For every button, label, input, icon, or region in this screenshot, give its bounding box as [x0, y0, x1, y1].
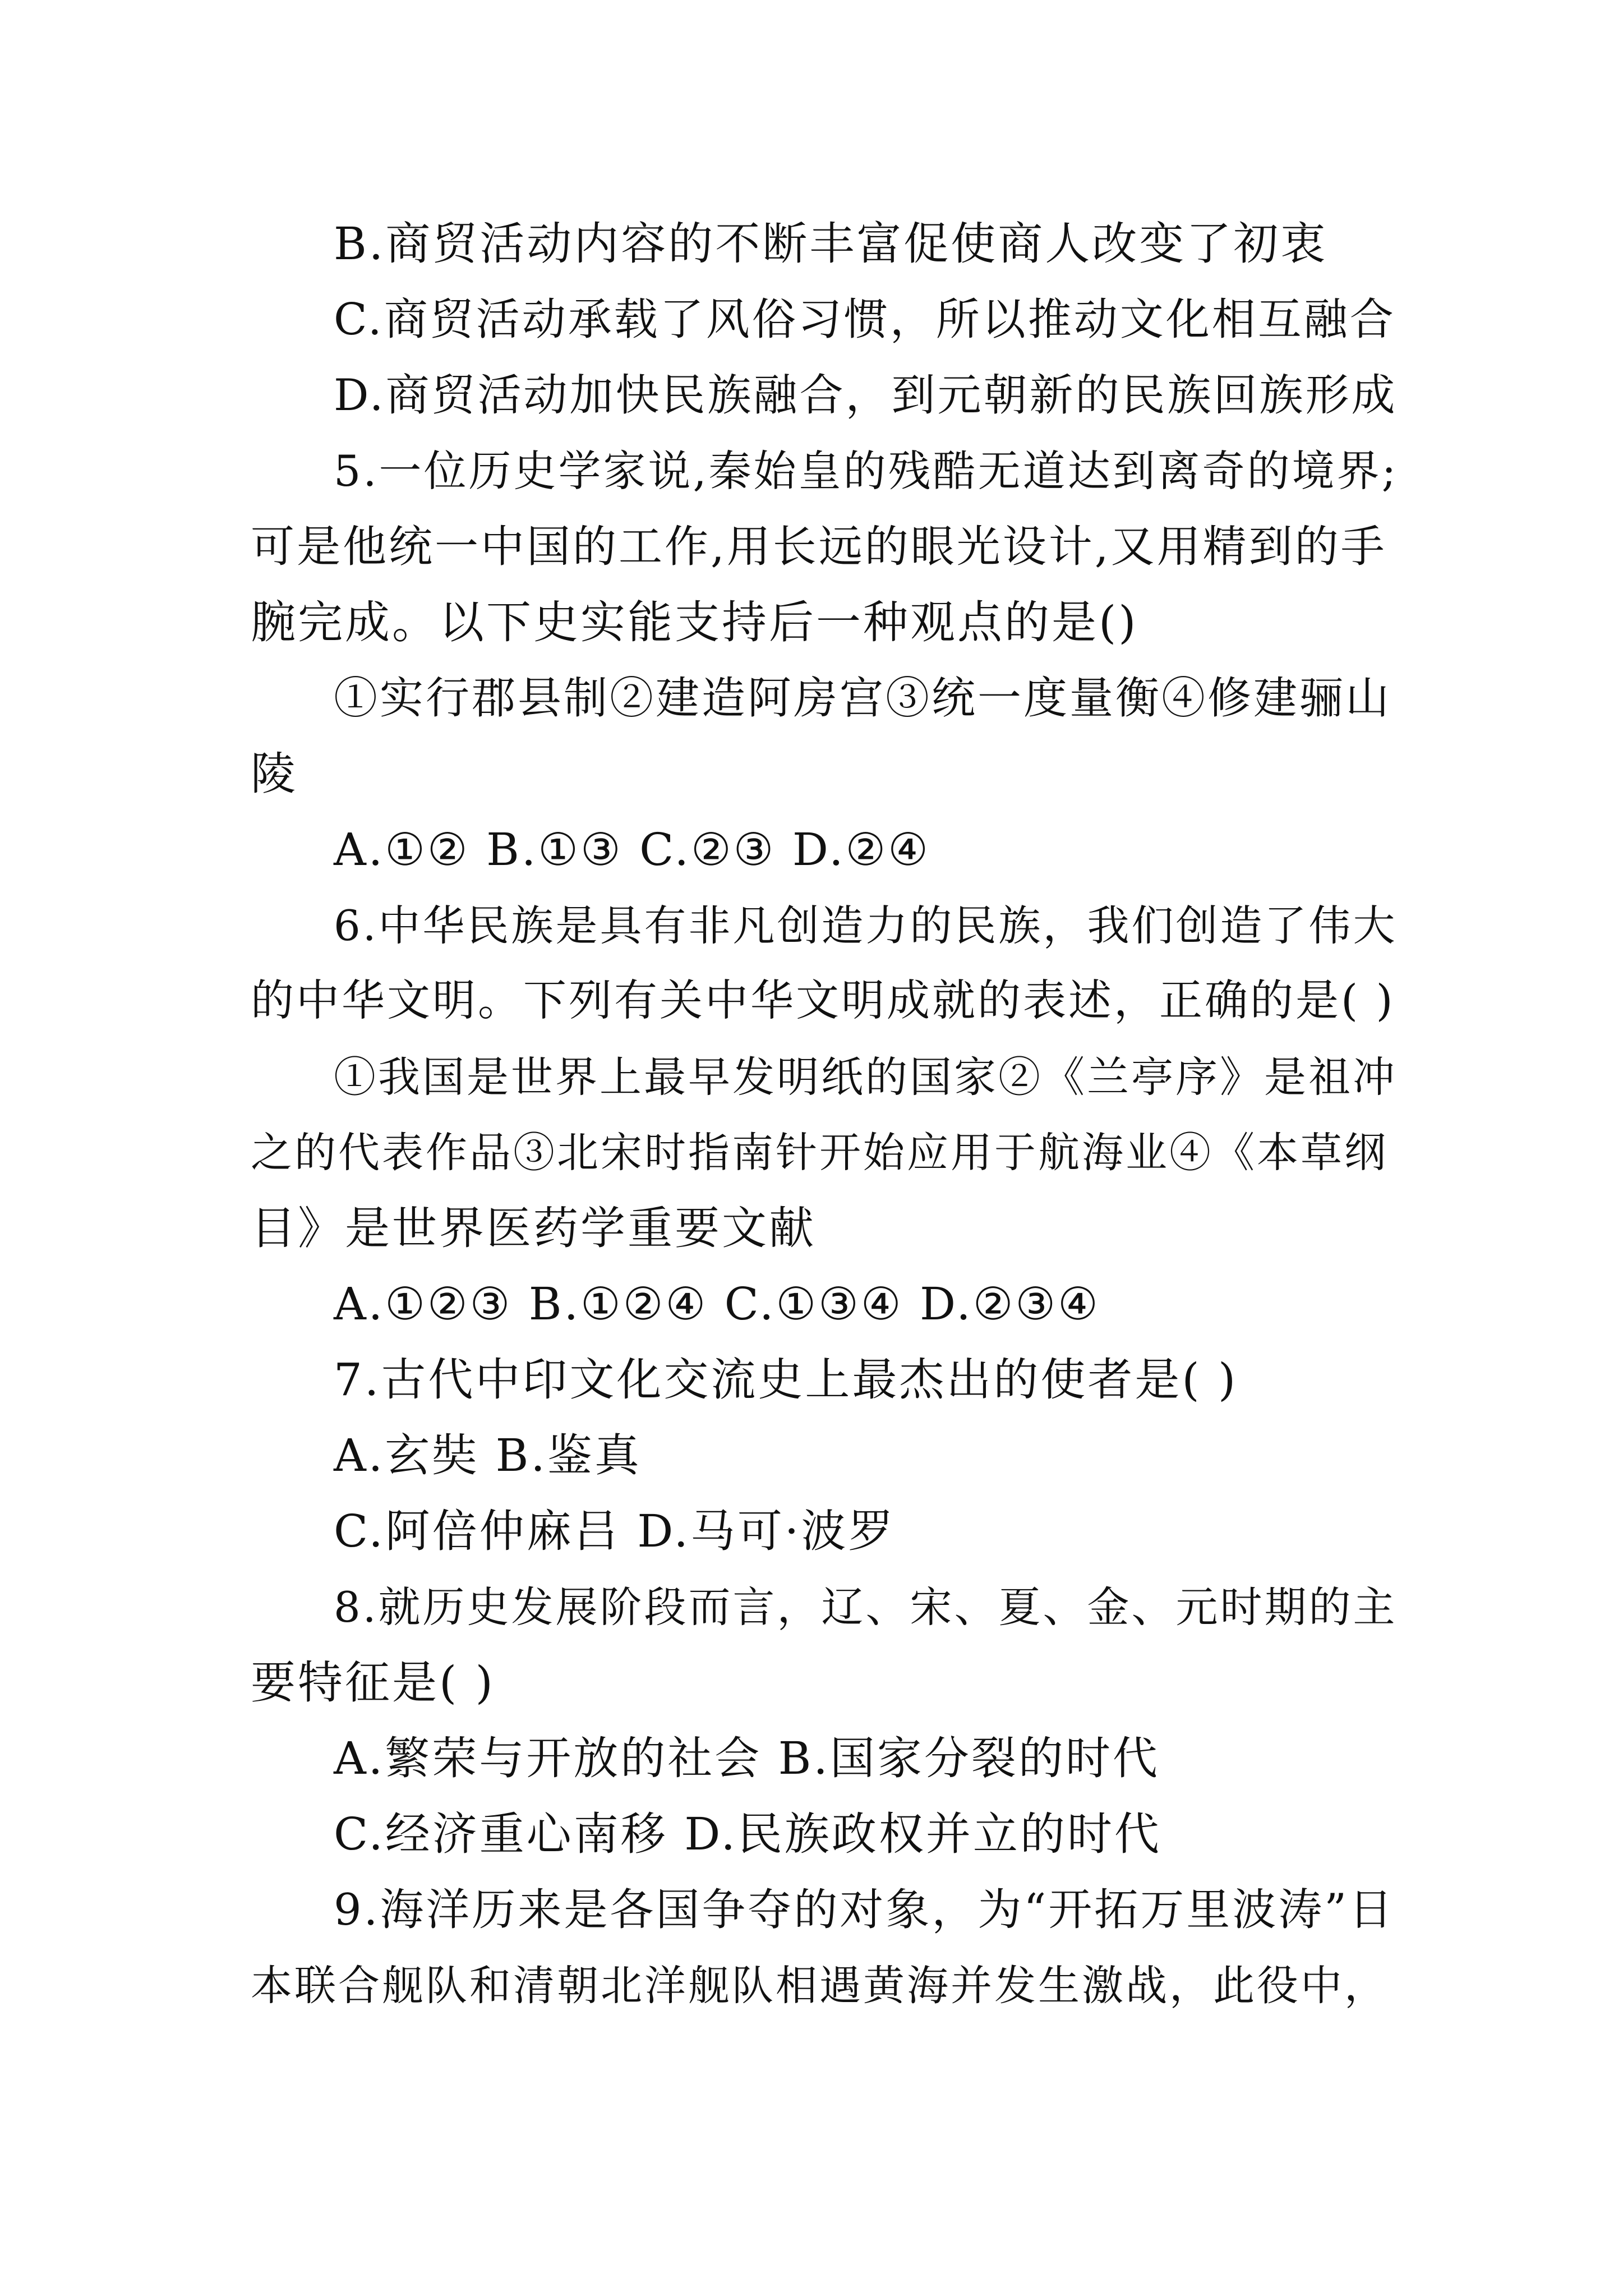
option-4d: D.商贸活动加快民族融合，到元朝新的民族回族形成 [334, 370, 1398, 421]
option-4c: C.商贸活动承载了风俗习惯，所以推动文化相互融合 [334, 295, 1396, 345]
question-8-options-ab: A.繁荣与开放的社会 B.国家分裂的时代 [334, 1732, 1160, 1784]
question-5-items: ①实行郡县制②建造阿房宫③统一度量衡④修建骊山 [334, 673, 1392, 724]
question-7-options-ab: A.玄奘 B.鉴真 [334, 1429, 642, 1481]
question-5-items-cont: 陵 [251, 748, 298, 800]
option-4b: B.商贸活动内容的不断丰富促使商人改变了初衷 [334, 218, 1328, 270]
question-5-text-end: 腕完成。以下史实能支持后一种观点的是() [251, 596, 1138, 648]
question-6-items-cont: 之的代表作品③北宋时指南针开始应用于航海业④《本草纲 [251, 1129, 1388, 1177]
question-5-text: 5.一位历史学家说,秦始皇的残酷无道达到离奇的境界; [334, 446, 1399, 496]
question-9-text-cont: 本联合舰队和清朝北洋舰队相遇黄海并发生激战，此役中， [251, 1962, 1388, 2010]
question-8-options-cd: C.经济重心南移 D.民族政权并立的时代 [334, 1808, 1161, 1860]
question-8-text: 8.就历史发展阶段而言，辽、宋、夏、金、元时期的主 [334, 1582, 1398, 1632]
question-7-text: 7.古代中印文化交流史上最杰出的使者是( ) [334, 1354, 1238, 1406]
question-6-text: 6.中华民族是具有非凡创造力的民族，我们创造了伟大 [334, 901, 1398, 950]
question-9-text: 9.海洋历来是各国争夺的对象，为“开拓万里波涛”日 [334, 1885, 1395, 1935]
question-6-items-end: 目》是世界医药学重要文献 [251, 1202, 816, 1254]
question-6-text-cont: 的中华文明。下列有关中华文明成就的表述，正确的是( ) [251, 976, 1395, 1026]
question-7-options-cd: C.阿倍仲麻吕 D.马可·波罗 [334, 1505, 896, 1557]
question-6-items: ①我国是世界上最早发明纸的国家②《兰亭序》是祖冲 [334, 1052, 1398, 1102]
question-8-text-cont: 要特征是( ) [251, 1657, 495, 1709]
question-5-text-cont: 可是他统一中国的工作,用长远的眼光设计,又用精到的手 [251, 522, 1387, 572]
question-5-options: A.①② B.①③ C.②③ D.②④ [334, 823, 930, 876]
question-6-options: A.①②③ B.①②④ C.①③④ D.②③④ [334, 1278, 1100, 1330]
